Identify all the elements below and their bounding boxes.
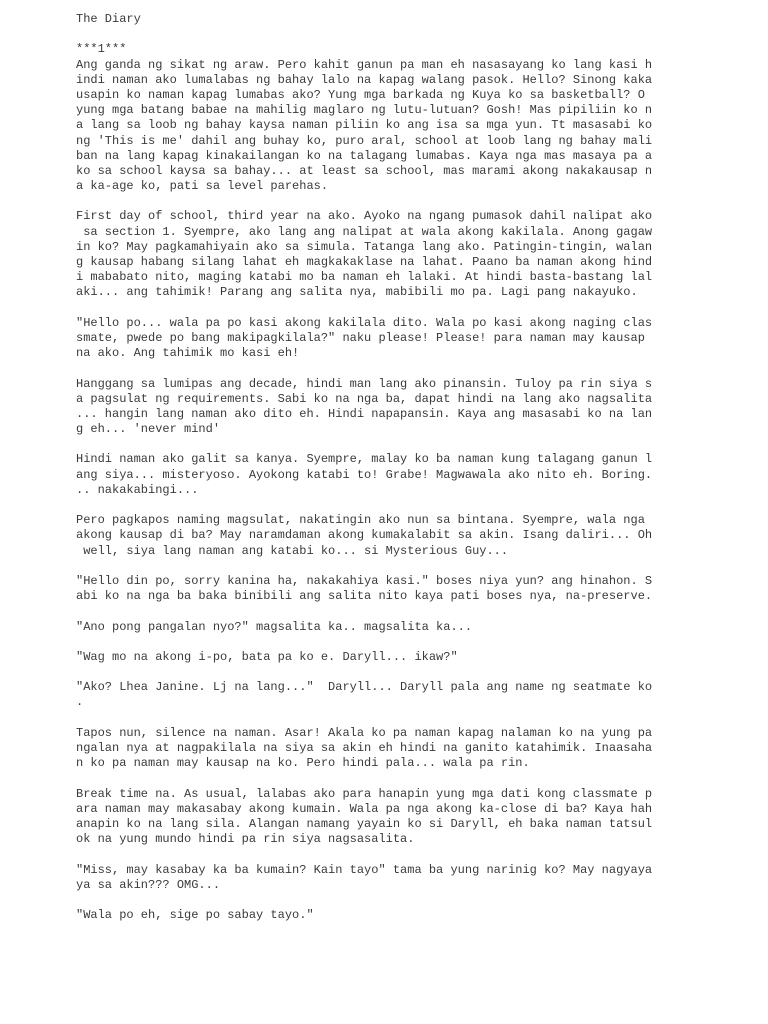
text-line: "Ako? Lhea Janine. Lj na lang..." Daryll... Daryll pala ang name ng seatmate ko	[76, 680, 653, 695]
paragraph	[76, 316, 676, 362]
text-line: Hanggang sa lumipas ang decade, hindi man lang ako pinansin. Tuloy pa rin siya s	[76, 376, 653, 391]
document-title: The Diary	[76, 12, 141, 26]
chapter-marker: ***1***	[76, 42, 127, 57]
paragraph-spacer	[76, 498, 676, 513]
paragraph-spacer	[76, 771, 676, 786]
paragraph	[76, 377, 676, 438]
paragraph-spacer	[76, 665, 676, 680]
paragraph	[76, 574, 676, 604]
text-line: aki... ang tahimik! Parang ang salita nya, mabibili mo pa. Lagi pang nakayuko.	[76, 285, 638, 300]
document-page	[76, 12, 676, 923]
text-line: na ako. Ang tahimik mo kasi eh!	[76, 346, 300, 361]
text-line: "Wala po eh, sige po sabay tayo."	[76, 908, 314, 923]
paragraph	[76, 209, 676, 300]
text-line: Tapos nun, silence na naman. Asar! Akala ko pa naman kapag nalaman ko na yung pa	[76, 725, 653, 740]
text-line: ara naman may makasabay akong kumain. Wala pa nga akong ka-close di ba? Kaya hah	[76, 801, 653, 816]
paragraph-spacer	[76, 559, 676, 574]
text-line: ang siya... misteryoso. Ayokong katabi to! Grabe! Magwawala ako nito eh. Boring.	[76, 467, 653, 482]
text-line: "Ano pong pangalan nyo?" magsalita ka.. magsalita ka...	[76, 619, 473, 634]
text-line: a ka-age ko, pati sa level parehas.	[76, 179, 329, 194]
text-line: "Hello po... wala pa po kasi akong kakilala dito. Wala po kasi akong naging clas	[76, 315, 653, 330]
text-line: Hindi naman ako galit sa kanya. Syempre, malay ko ba naman kung talagang ganun l	[76, 452, 653, 467]
paragraph-spacer	[76, 604, 676, 619]
text-line: in ko? May pagkamahiyain ako sa simula. Tatanga lang ako. Patingin-tingin, walan	[76, 239, 653, 254]
text-line: ... hangin lang naman ako dito eh. Hindi napapansin. Kaya ang masasabi ko na lan	[76, 406, 653, 421]
paragraph	[76, 787, 676, 848]
paragraph	[76, 726, 676, 772]
document-body	[76, 58, 676, 924]
text-line: Pero pagkapos naming magsulat, nakatingin ako nun sa bintana. Syempre, wala nga	[76, 513, 645, 528]
paragraph	[76, 452, 676, 498]
text-line: i mababato nito, maging katabi mo ba naman eh lalaki. At hindi basta-bastang lal	[76, 270, 653, 285]
text-line: ok na yung mundo hindi pa rin siya nagsasalita.	[76, 832, 415, 847]
paragraph-spacer	[76, 301, 676, 316]
text-line: usapin ko naman kapag lumabas ako? Yung mga barkada ng Kuya ko sa basketball? O	[76, 87, 645, 102]
text-line: smate, pwede po bang makipagkilala?" naku please! Please! para naman may kausap	[76, 330, 645, 345]
paragraph-spacer	[76, 893, 676, 908]
paragraph-spacer	[76, 361, 676, 376]
text-line: .	[76, 695, 84, 710]
paragraph-spacer	[76, 635, 676, 650]
paragraph-spacer	[76, 711, 676, 726]
text-line: ng 'This is me' dahil ang buhay ko, puro aral, school at loob lang ng bahay mali	[76, 133, 653, 148]
paragraph-spacer	[76, 847, 676, 862]
text-line: sa section 1. Syempre, ako lang ang nalipat at wala akong kakilala. Anong gagaw	[76, 224, 653, 239]
text-line: abi ko na nga ba baka binibili ang salita nito kaya pati boses nya, na-preserve.	[76, 589, 653, 604]
text-line: .. nakakabingi...	[76, 482, 199, 497]
paragraph	[76, 863, 676, 893]
paragraph	[76, 908, 676, 923]
text-line: anapin ko na lang sila. Alangan namang yayain ko si Daryll, eh baka naman tatsul	[76, 816, 653, 831]
paragraph	[76, 620, 676, 635]
text-line: ya sa akin??? OMG...	[76, 877, 221, 892]
paragraph	[76, 513, 676, 559]
text-line: ko sa school kaysa sa bahay... at least sa school, mas marami akong nakakausap n	[76, 163, 653, 178]
text-line: ban na lang kapag kinakailangan ko na talagang lumabas. Kaya nga mas masaya pa a	[76, 148, 653, 163]
paragraph	[76, 650, 676, 665]
text-line: ngalan nya at nagpakilala na siya sa akin eh hindi na ganito katahimik. Inaasaha	[76, 741, 653, 755]
text-line: "Miss, may kasabay ka ba kumain? Kain tayo" tama ba yung narinig ko? May nagyaya	[76, 862, 653, 877]
paragraph-spacer	[76, 437, 676, 452]
text-line: g kausap habang silang lahat eh magkakaklase na lahat. Paano ba naman akong hind	[76, 255, 653, 269]
spacer	[76, 27, 676, 42]
text-line: indi naman ako lumalabas ng bahay lalo na kapag walang pasok. Hello? Sinong kaka	[76, 72, 653, 87]
text-line: a lang sa loob ng bahay kaysa naman piliin ko ang isa sa mga yun. Tt masasabi ko	[76, 118, 653, 133]
text-line: a pagsulat ng requirements. Sabi ko na nga ba, dapat hindi na lang ako nagsalita	[76, 391, 653, 406]
text-line: "Hello din po, sorry kanina ha, nakakahiya kasi." boses niya yun? ang hinahon. S	[76, 573, 653, 588]
text-line: "Wag mo na akong i-po, bata pa ko e. Daryll... ikaw?"	[76, 649, 458, 664]
text-line: g eh... 'never mind'	[76, 422, 221, 437]
text-line: Break time na. As usual, lalabas ako para hanapin yung mga dati kong classmate p	[76, 786, 653, 801]
paragraph	[76, 680, 676, 710]
text-line: yung mga batang babae na mahilig maglaro ng lutu-lutuan? Gosh! Mas pipiliin ko n	[76, 103, 653, 118]
text-line: n ko pa naman may kausap na ko. Pero hindi pala... wala pa rin.	[76, 756, 530, 771]
text-line: First day of school, third year na ako. Ayoko na ngang pumasok dahil nalipat ako	[76, 209, 653, 224]
paragraph-spacer	[76, 194, 676, 209]
paragraph	[76, 58, 676, 195]
text-line: well, siya lang naman ang katabi ko... si Mysterious Guy...	[76, 543, 509, 558]
text-line: akong kausap di ba? May naramdaman akong kumakalabit sa akin. Isang daliri... Oh	[76, 528, 653, 543]
text-line: Ang ganda ng sikat ng araw. Pero kahit ganun pa man eh nasasayang ko lang kasi h	[76, 57, 653, 72]
